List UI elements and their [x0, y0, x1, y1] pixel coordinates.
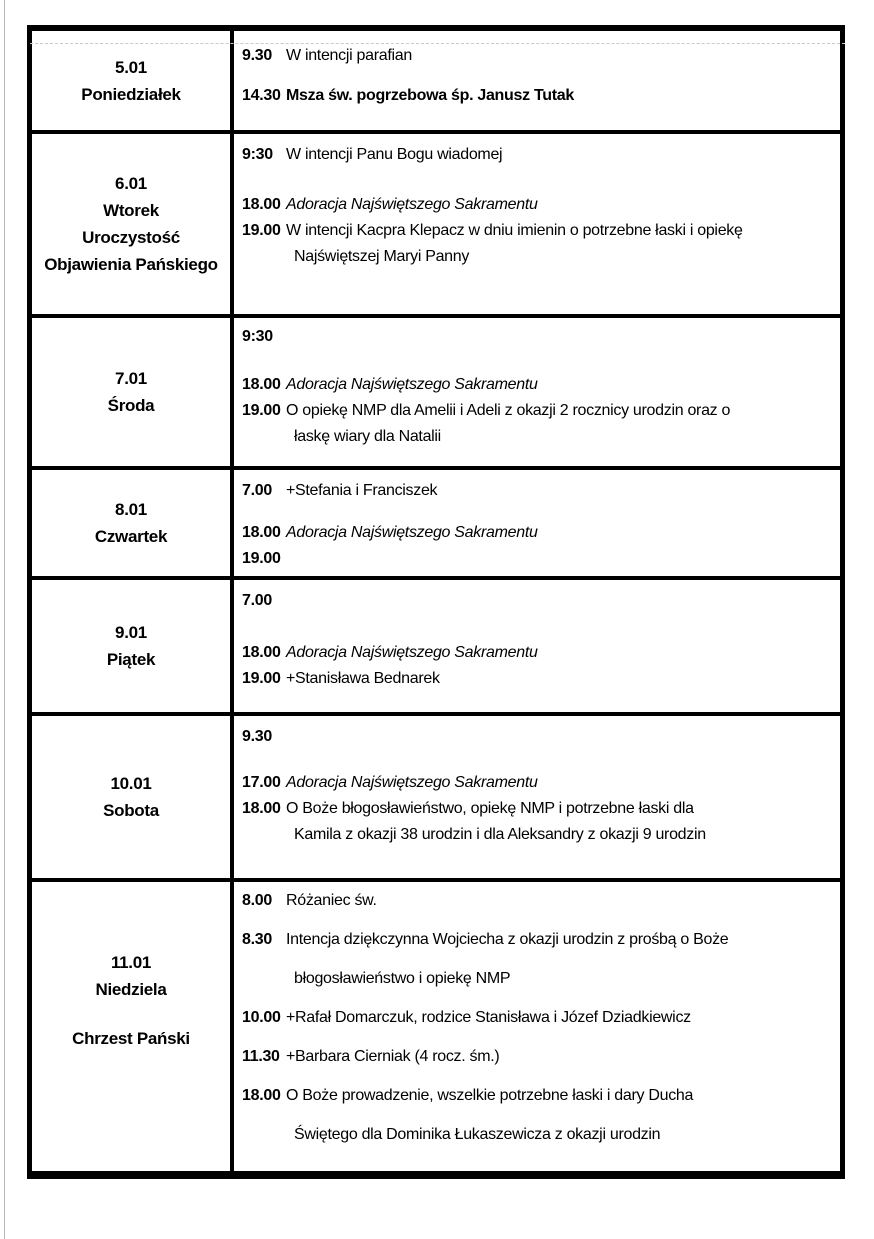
- intentions-cell-sunday: [234, 882, 840, 1171]
- page-edge-line: [4, 0, 5, 1239]
- adoration-label: Adoracja Najświętszego Sakramentu: [286, 376, 538, 393]
- adoration-entry: [242, 372, 830, 398]
- mass-entry: [242, 666, 830, 692]
- mass-entry: [242, 478, 830, 504]
- mass-intention: +Rafał Domarczuk, rodzice Stanisława i Józef Dziadkiewicz: [286, 1009, 691, 1026]
- mass-time: 8.00: [242, 892, 272, 909]
- mass-entry: [242, 888, 830, 914]
- mass-entry: [242, 796, 830, 822]
- date-label: 9.01: [115, 623, 147, 642]
- mass-intention: Intencja dziękczynna Wojciecha z okazji urodzin z prośbą o Boże: [286, 931, 729, 948]
- day-cell-thursday: [32, 470, 234, 576]
- mass-time: 11.30: [242, 1048, 280, 1065]
- mass-intention-continuation: Kamila z okazji 38 urodzin i dla Aleksandry z okazji 9 urodzin: [294, 826, 706, 843]
- table-row-monday: [32, 31, 840, 134]
- mass-entry: [242, 1005, 830, 1031]
- intentions-cell-monday: [234, 31, 840, 130]
- feast-label: Objawienia Pańskiego: [44, 255, 218, 274]
- mass-entry: [242, 398, 830, 424]
- mass-time: 9.30: [242, 728, 272, 745]
- day-label: Czwartek: [94, 527, 168, 546]
- mass-time: 9:30: [242, 328, 273, 345]
- mass-time: 18.00: [242, 644, 281, 661]
- mass-intention-continuation: Najświętszej Maryi Panny: [294, 248, 470, 265]
- mass-intention: Różaniec św.: [286, 892, 377, 909]
- mass-entry: [242, 1083, 830, 1109]
- date-label: 5.01: [115, 57, 147, 77]
- mass-time: 17.00: [242, 774, 281, 791]
- dashed-guide-line: [30, 43, 845, 44]
- mass-intention: +Stanisława Bednarek: [286, 670, 440, 687]
- mass-time: 19.00: [242, 550, 281, 567]
- date-label: 8.01: [115, 500, 147, 519]
- mass-time: 18.00: [242, 376, 281, 393]
- adoration-entry: [242, 770, 830, 796]
- intentions-cell-tuesday: [234, 134, 840, 314]
- mass-intention: +Stefania i Franciszek: [286, 482, 438, 499]
- day-cell-friday: [32, 580, 234, 712]
- day-cell-wednesday: [32, 318, 234, 466]
- mass-time: 19.00: [242, 670, 281, 687]
- adoration-entry: [242, 520, 830, 546]
- mass-time: 19.00: [242, 402, 281, 419]
- day-label: Poniedziałek: [81, 84, 181, 104]
- mass-entry: [242, 218, 830, 244]
- feast-label: Uroczystość: [82, 228, 180, 247]
- mass-entry: [242, 142, 830, 168]
- intentions-cell-wednesday: [234, 318, 840, 466]
- day-label: Piątek: [106, 650, 156, 669]
- adoration-label: Adoracja Najświętszego Sakramentu: [286, 774, 538, 791]
- date-label: 7.01: [115, 369, 147, 388]
- adoration-entry: [242, 640, 830, 666]
- mass-intention-continuation: łaskę wiary dla Natalii: [294, 428, 441, 445]
- table-row-thursday: [32, 470, 840, 580]
- mass-time: 9.30: [242, 47, 272, 64]
- day-label: Wtorek: [103, 201, 159, 220]
- mass-intention: O Boże prowadzenie, wszelkie potrzebne łaski i dary Ducha: [286, 1087, 694, 1104]
- mass-time: 18.00: [242, 196, 281, 213]
- mass-entry: [242, 324, 830, 350]
- table-row-friday: [32, 580, 840, 716]
- mass-entry: [242, 724, 830, 750]
- table-row-sunday: [32, 882, 840, 1171]
- mass-schedule-table: [27, 25, 845, 1179]
- mass-time: 7.00: [242, 482, 272, 499]
- mass-intention: W intencji parafian: [286, 47, 412, 64]
- mass-time: 18.00: [242, 1087, 281, 1104]
- mass-entry: [242, 588, 830, 614]
- table-row-tuesday: [32, 134, 840, 318]
- mass-time: 8.30: [242, 931, 272, 948]
- mass-time: 18.00: [242, 524, 281, 541]
- mass-intention: Msza św. pogrzebowa śp. Janusz Tutak: [286, 87, 574, 104]
- mass-entry: [242, 927, 830, 953]
- date-label: 11.01: [110, 953, 152, 972]
- day-label: Niedziela: [95, 980, 167, 999]
- mass-entry: [242, 83, 830, 109]
- mass-intention: W intencji Kacpra Klepacz w dniu imienin o potrzebne łaski i opiekę: [286, 222, 743, 239]
- table-row-wednesday: [32, 318, 840, 470]
- day-cell-monday: [32, 31, 234, 130]
- adoration-label: Adoracja Najświętszego Sakramentu: [286, 524, 538, 541]
- mass-intention-continuation: Świętego dla Dominika Łukaszewicza z okazji urodzin: [294, 1126, 661, 1143]
- mass-time: 9:30: [242, 146, 273, 163]
- mass-time: 14.30: [242, 87, 281, 104]
- mass-entry: [242, 1044, 830, 1070]
- mass-entry: [242, 546, 830, 572]
- intentions-cell-friday: [234, 580, 840, 712]
- mass-entry: [242, 43, 830, 69]
- mass-intention: +Barbara Cierniak (4 rocz. śm.): [286, 1048, 500, 1065]
- adoration-entry: [242, 192, 830, 218]
- mass-intention-continuation: błogosławieństwo i opiekę NMP: [294, 970, 511, 987]
- intentions-cell-saturday: [234, 716, 840, 878]
- mass-intention: O opiekę NMP dla Amelii i Adeli z okazji 2 rocznicy urodzin oraz o: [286, 402, 731, 419]
- day-cell-sunday: [32, 882, 234, 1171]
- mass-intention: O Boże błogosławieństwo, opiekę NMP i potrzebne łaski dla: [286, 800, 694, 817]
- mass-time: 7.00: [242, 592, 272, 609]
- intentions-cell-thursday: [234, 470, 840, 576]
- feast-label: Chrzest Pański: [72, 1029, 190, 1048]
- day-cell-saturday: [32, 716, 234, 878]
- date-label: 10.01: [110, 774, 152, 793]
- date-label: 6.01: [115, 174, 147, 193]
- mass-time: 19.00: [242, 222, 281, 239]
- day-label: Środa: [107, 396, 155, 415]
- day-label: Sobota: [103, 801, 159, 820]
- day-cell-tuesday: [32, 134, 234, 314]
- mass-time: 10.00: [242, 1009, 281, 1026]
- adoration-label: Adoracja Najświętszego Sakramentu: [286, 644, 538, 661]
- adoration-label: Adoracja Najświętszego Sakramentu: [286, 196, 538, 213]
- table-row-saturday: [32, 716, 840, 882]
- mass-intention: W intencji Panu Bogu wiadomej: [286, 146, 503, 163]
- mass-time: 18.00: [242, 800, 281, 817]
